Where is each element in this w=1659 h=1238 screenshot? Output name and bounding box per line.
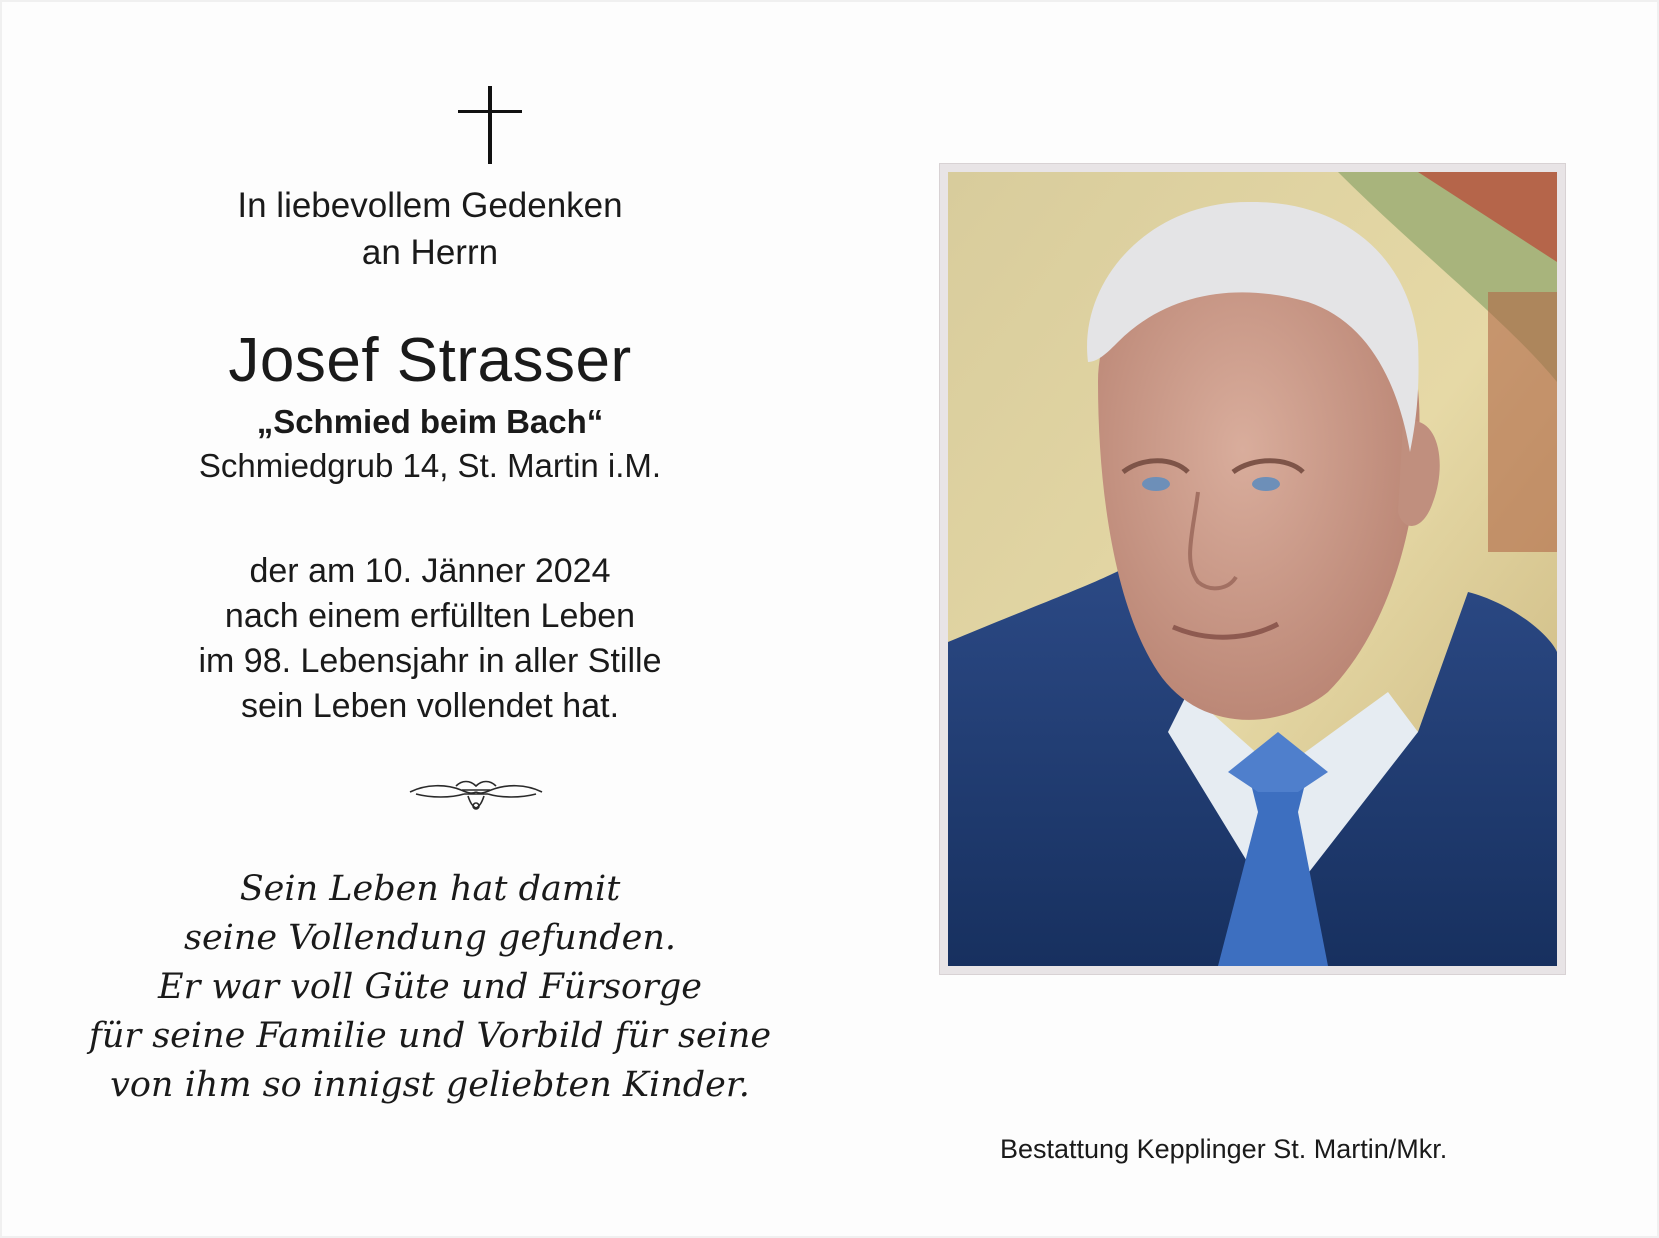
cross-icon bbox=[458, 86, 522, 164]
address: Schmiedgrub 14, St. Martin i.M. bbox=[198, 447, 662, 484]
verse-line: Er war voll Güte und Fürsorge bbox=[158, 967, 702, 1007]
notice-line: der am 10. Jänner 2024 bbox=[249, 552, 611, 590]
notice-line: im 98. Lebensjahr in aller Stille bbox=[198, 642, 662, 680]
intro-line-2: an Herrn bbox=[361, 233, 499, 272]
notice-line: nach einem erfüllten Leben bbox=[224, 597, 636, 635]
portrait-frame bbox=[940, 164, 1565, 974]
verse-line: Sein Leben hat damit bbox=[239, 869, 621, 909]
verse-line: für seine Familie und Vorbild für seine bbox=[88, 1016, 772, 1056]
house-name: „Schmied beim Bach“ bbox=[256, 403, 604, 440]
portrait-illustration bbox=[948, 172, 1557, 966]
deceased-name: Josef Strasser bbox=[228, 326, 632, 395]
intro-line-1: In liebevollem Gedenken bbox=[237, 186, 623, 225]
portrait-photo bbox=[948, 172, 1557, 966]
ornament-flourish-icon bbox=[406, 772, 546, 812]
verse-line: von ihm so innigst geliebten Kinder. bbox=[110, 1065, 750, 1105]
verse-line: seine Vollendung gefunden. bbox=[184, 918, 676, 958]
notice-line: sein Leben vollendet hat. bbox=[240, 687, 620, 725]
funeral-home-credit: Bestattung Kepplinger St. Martin/Mkr. bbox=[1000, 1134, 1448, 1164]
